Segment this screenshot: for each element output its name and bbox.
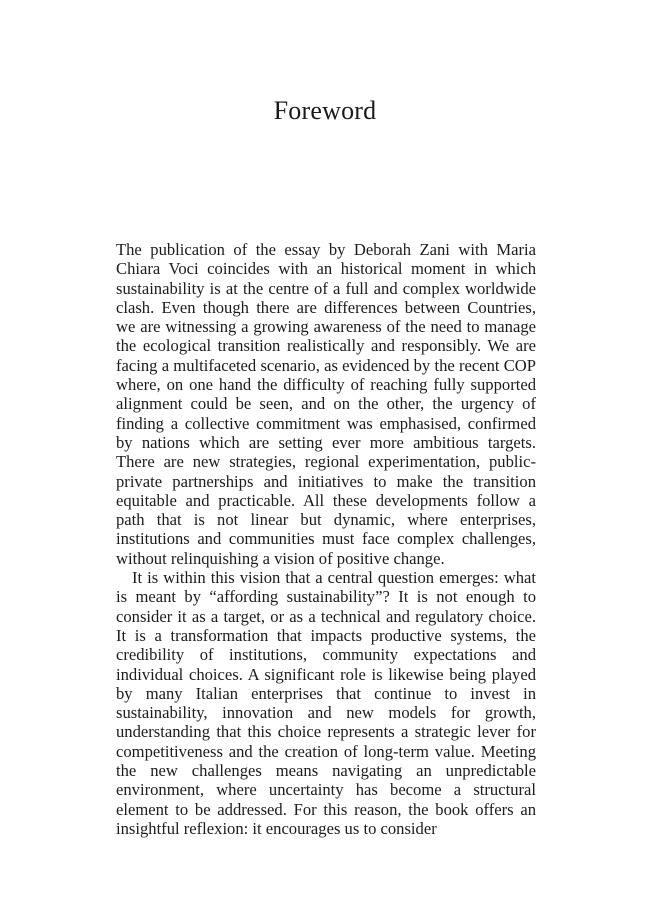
page-title: Foreword: [273, 96, 377, 125]
paragraph: It is within this vision that a central question emerges: what is meant by “affording sustainability”? It is not enough to consider it as a target, or as a technical and regulatory choice. It is a transformation that impacts productive systems, the credibility of institutions, community expectations and individual choices. A significant role is likewise being played by many Italian enterprises that continue to invest in sustainability, innovation and new models for growth, understanding that this choice represents a strategic lever for competitiveness and the creation of long-term value. Meeting the new challenges means navigating an unpredictable environment, where uncertainty has become a structural element to be addressed. For this reason, the book offers an insightful reflexion: it encourages us to consider: [116, 568, 536, 838]
body-text: [116, 240, 536, 838]
paragraph: The publication of the essay by Deborah Zani with Maria Chiara Voci coincides with an historical moment in which sustainability is at the centre of a full and complex worldwide clash. Even though there are differences between Countries, we are witnessing a growing awareness of the need to manage the ecological transition realistically and responsibly. We are facing a multifaceted scenario, as evidenced by the recent COP where, on one hand the difficulty of reaching fully supported alignment could be seen, and on the other, the urgency of finding a collective commitment was emphasised, confirmed by nations which are setting ever more ambitious targets. There are new strategies, regional experimentation, public-private partnerships and initiatives to make the transition equitable and practicable. All these developments follow a path that is not linear but dynamic, where enterprises, institutions and communities must face complex challenges, without relinquishing a vision of positive change.: [116, 240, 536, 568]
